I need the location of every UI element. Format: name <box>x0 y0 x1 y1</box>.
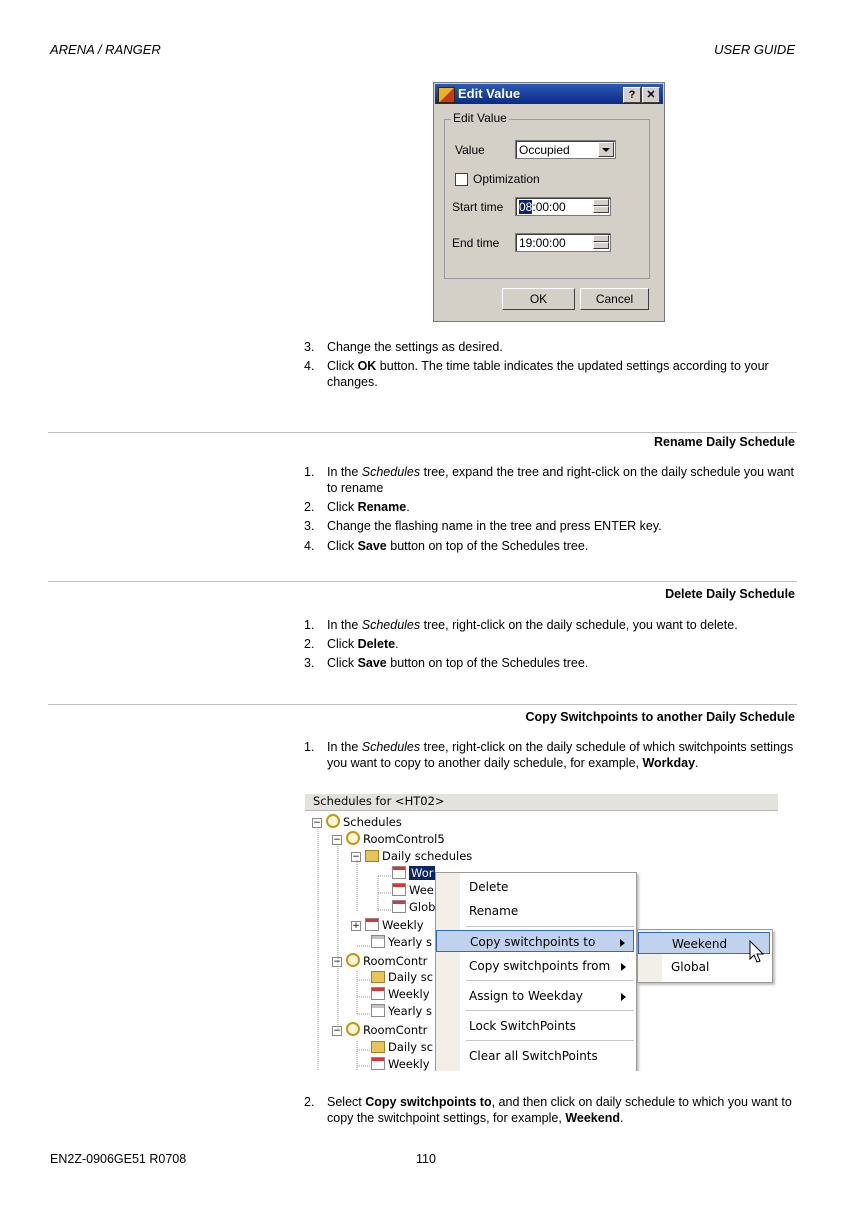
start-time-label: Start time <box>452 200 504 214</box>
menu-separator <box>466 926 634 927</box>
tree-node-daily-schedules[interactable]: − Daily schedules <box>352 849 473 863</box>
tree-node-weekend[interactable]: Wee <box>392 883 434 898</box>
tree-node-daily-2[interactable]: Daily sc <box>371 970 433 985</box>
tree-node-yearly-2[interactable]: Yearly s <box>371 1004 432 1019</box>
rename-step-2: 2. Click Rename. <box>304 500 410 514</box>
menu-item-lock[interactable]: Lock SwitchPoints <box>469 1019 576 1033</box>
tree-node-weekly-2[interactable]: Weekly <box>371 987 430 1002</box>
expand-icon: + <box>352 921 360 931</box>
close-button[interactable]: ✕ <box>642 87 660 103</box>
step-3 <box>304 340 799 356</box>
room-control-icon <box>346 1022 360 1036</box>
optimization-checkbox[interactable] <box>455 173 468 186</box>
step-text: Click OK button. The time table indicates the updated settings according to your changes. <box>327 359 769 389</box>
submenu-arrow-icon <box>621 993 626 1001</box>
divider <box>48 704 797 705</box>
folder-icon <box>371 1041 385 1053</box>
divider <box>48 581 797 582</box>
end-time-value: 19:00:00 <box>519 236 566 250</box>
divider <box>48 432 797 433</box>
room-control-icon <box>346 953 360 967</box>
collapse-icon: − <box>333 1026 341 1036</box>
menu-item-clear[interactable]: Clear all SwitchPoints <box>469 1049 598 1063</box>
weekly-schedule-icon <box>371 987 385 1000</box>
start-hour-selection: 08 <box>519 200 533 214</box>
collapse-icon: − <box>333 835 341 845</box>
delete-step-3: 3. Click Save button on top of the Schedules tree. <box>304 656 589 670</box>
submenu-item-weekend[interactable]: Weekend <box>638 932 770 954</box>
mouse-cursor-icon <box>749 940 767 966</box>
step-text: Change the settings as desired. <box>327 340 503 354</box>
menu-item-assign-weekday[interactable]: Assign to Weekday <box>436 985 634 1007</box>
submenu-arrow-icon <box>620 939 625 947</box>
folder-icon <box>365 850 379 862</box>
schedules-tree-screenshot <box>305 794 778 1071</box>
menu-item-copy-to[interactable]: Copy switchpoints to <box>436 930 634 952</box>
collapse-icon: − <box>313 818 321 828</box>
context-menu <box>435 872 637 1071</box>
tree-node-daily-3[interactable]: Daily sc <box>371 1040 433 1055</box>
group-label: Edit Value <box>453 111 507 125</box>
tree-node-roomcontrol5[interactable]: − RoomControl5 <box>333 832 445 846</box>
value-label: Value <box>455 143 485 157</box>
start-time-field[interactable] <box>515 197 611 216</box>
header-right: USER GUIDE <box>714 42 795 57</box>
collapse-icon: − <box>333 957 341 967</box>
menu-item-rename[interactable]: Rename <box>469 904 519 918</box>
menu-separator <box>466 1010 634 1011</box>
submenu-item-global[interactable]: Global <box>671 960 710 974</box>
app-icon <box>438 87 455 103</box>
submenu-arrow-icon <box>621 963 626 971</box>
rename-step-1: 1. In the Schedules tree, expand the tree and right-click on the daily schedule you want to rename <box>304 465 794 495</box>
room-control-icon <box>346 831 360 845</box>
menu-item-copy-from[interactable]: Copy switchpoints from <box>436 955 634 977</box>
folder-icon <box>371 971 385 983</box>
tree-node-global[interactable]: Glob <box>392 900 435 915</box>
schedule-icon <box>326 814 340 828</box>
tree-node-weekly-3[interactable]: Weekly <box>371 1057 430 1071</box>
start-time-rest: :00:00 <box>532 200 566 214</box>
tree-node-weekly[interactable]: + Weekly <box>352 918 424 932</box>
delete-heading: Delete Daily Schedule <box>665 587 795 601</box>
page-number: 110 <box>416 1152 436 1166</box>
daily-schedule-icon <box>392 866 406 879</box>
edit-value-dialog <box>433 82 665 322</box>
rename-heading: Rename Daily Schedule <box>653 435 795 449</box>
menu-separator <box>466 980 634 981</box>
menu-separator <box>466 1040 634 1041</box>
weekly-schedule-icon <box>365 918 379 931</box>
tree-caption: Schedules for <HT02> <box>313 794 445 808</box>
daily-schedule-icon <box>392 900 406 913</box>
copy-heading: Copy Switchpoints to another Daily Schedule <box>525 710 795 724</box>
delete-step-1: 1. In the Schedules tree, right-click on the daily schedule, you want to delete. <box>304 618 738 632</box>
header-left: ARENA / RANGER <box>50 42 161 57</box>
cancel-button[interactable]: Cancel <box>580 288 649 310</box>
tree-node-root[interactable]: − Schedules <box>313 815 402 829</box>
help-button[interactable]: ? <box>623 87 641 103</box>
copy-step-1: 1. In the Schedules tree, right-click on the daily schedule of which switchpoints settings you want to copy to another daily schedule, for example, Workday. <box>304 740 794 770</box>
end-time-label: End time <box>452 236 500 250</box>
end-time-field[interactable] <box>515 233 611 252</box>
copy-step-2: 2. Select Copy switchpoints to, and then click on daily schedule to which you want to copy the switchpoint settings, for example, Weekend. <box>304 1095 792 1125</box>
yearly-schedule-icon <box>371 935 385 948</box>
end-time-spinner[interactable] <box>593 235 609 250</box>
optimization-label: Optimization <box>473 172 540 186</box>
daily-schedule-icon <box>392 883 406 896</box>
step-4 <box>304 359 799 390</box>
step-number: 4. <box>304 359 315 373</box>
ok-button[interactable]: OK <box>502 288 575 310</box>
tree-node-yearly[interactable]: Yearly s <box>371 935 432 950</box>
delete-step-2: 2. Click Delete. <box>304 637 399 651</box>
value-select[interactable] <box>515 140 616 159</box>
tree-node-roomcontrol-3[interactable]: − RoomContr <box>333 1023 428 1037</box>
tree-node-workday[interactable]: Wor <box>392 866 435 881</box>
chevron-down-icon[interactable] <box>598 142 614 157</box>
start-time-spinner[interactable] <box>593 199 609 214</box>
dialog-title: Edit Value <box>458 86 521 101</box>
collapse-icon: − <box>352 852 360 862</box>
step-number: 3. <box>304 340 315 354</box>
menu-item-delete[interactable]: Delete <box>469 880 509 894</box>
weekly-schedule-icon <box>371 1057 385 1070</box>
tree-node-roomcontrol-2[interactable]: − RoomContr <box>333 954 428 968</box>
rename-step-4: 4. Click Save button on top of the Schedules tree. <box>304 539 589 553</box>
yearly-schedule-icon <box>371 1004 385 1017</box>
rename-step-3: 3. Change the flashing name in the tree and press ENTER key. <box>304 519 662 533</box>
dialog-titlebar <box>435 84 663 104</box>
footer-doc-id: EN2Z-0906GE51 R0708 <box>50 1152 187 1166</box>
value-select-text: Occupied <box>519 143 570 157</box>
